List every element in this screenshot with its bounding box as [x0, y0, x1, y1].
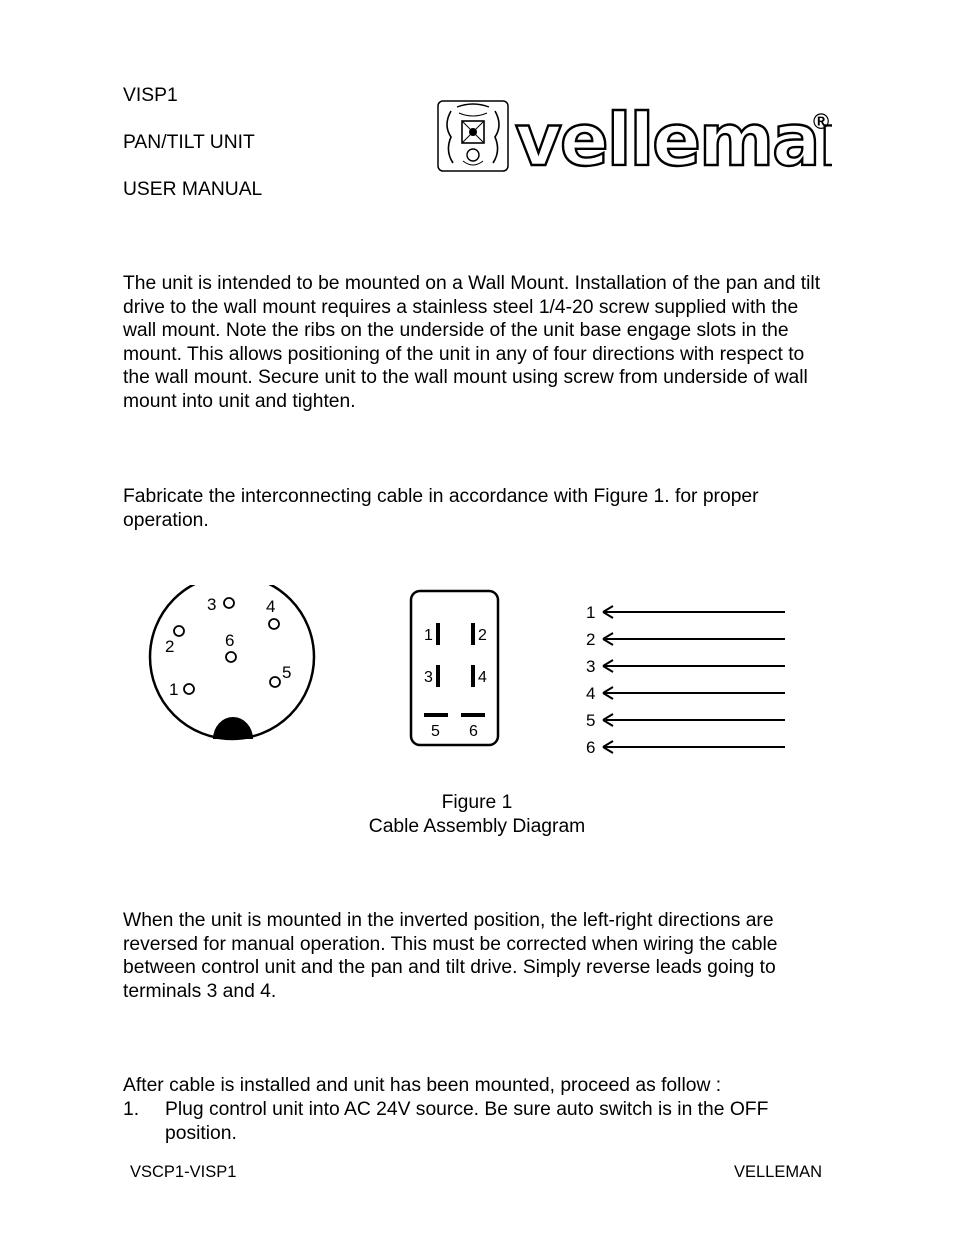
- step-number: 1.: [123, 1099, 140, 1120]
- terminal-pin-label: 2: [478, 627, 487, 644]
- footer-code: VSCP1-VISP1: [130, 1163, 237, 1181]
- terminal-pin-label: 1: [424, 627, 433, 644]
- product-name: PAN/TILT UNIT: [123, 132, 255, 153]
- inverted-mount-paragraph: When the unit is mounted in the inverted position, the left-right directions are reversed for manual operation. This must be corrected when wiring the cable between control unit and the pan and tilt drive. Simply reverse leads going to terminals 3 and 4.: [123, 910, 778, 1002]
- din-pin-label: 1: [169, 680, 179, 699]
- din-pin-label: 2: [165, 637, 175, 656]
- din-pin-label: 3: [207, 595, 217, 614]
- din-pin-label: 6: [225, 631, 235, 650]
- wire-leads: [603, 606, 785, 753]
- terminal-pin-label: 4: [478, 669, 487, 686]
- terminal-pin-label: 5: [431, 723, 440, 740]
- wire-lead-label: 6: [586, 738, 596, 757]
- velleman-logo: [437, 99, 832, 175]
- wire-lead-label: 3: [586, 657, 596, 676]
- cable-assembly-figure: [145, 585, 825, 765]
- footer-brand: VELLEMAN: [733, 1163, 822, 1181]
- terminal-pin-label: 6: [469, 723, 478, 740]
- din-connector: [150, 585, 314, 739]
- figure-caption: Cable Assembly Diagram: [368, 816, 586, 837]
- model-number: VISP1: [123, 85, 178, 106]
- wire-lead-label: 2: [586, 630, 596, 649]
- velleman-logo-graphic: [437, 99, 832, 175]
- cable-paragraph: Fabricate the interconnecting cable in accordance with Figure 1. for proper operation.: [123, 486, 759, 531]
- logo-wordmark: vellema: [515, 99, 819, 175]
- terminal-pin-label: 3: [424, 669, 433, 686]
- figure-label: Figure 1: [441, 792, 513, 813]
- terminal-block: [411, 591, 498, 745]
- din-pin-label: 5: [282, 663, 292, 682]
- registered-mark: ®: [813, 109, 830, 134]
- step-text: Plug control unit into AC 24V source. Be sure auto switch is in the OFF position.: [165, 1099, 769, 1144]
- din-pin-label: 4: [266, 597, 276, 616]
- wire-lead-labels: [586, 603, 595, 757]
- cable-assembly-diagram: [145, 585, 825, 765]
- document-type: USER MANUAL: [123, 179, 263, 200]
- mounting-paragraph: The unit is intended to be mounted on a Wall Mount. Installation of the pan and tilt drive to the wall mount requires a stainless steel 1/4-20 screw supplied with the wall mount. Note the ribs on the underside of the unit base engage slots in the mount. This allows positioning of the unit in any of four directions with respect to the wall mount. Secure unit to the wall mount using screw from underside of wall mount into unit and tighten.: [123, 273, 821, 412]
- wire-lead-label: 5: [586, 711, 596, 730]
- wire-lead-label: 4: [586, 684, 596, 703]
- wire-lead-label: 1: [586, 603, 596, 622]
- procedure-intro: After cable is installed and unit has been mounted, proceed as follow :: [123, 1075, 722, 1096]
